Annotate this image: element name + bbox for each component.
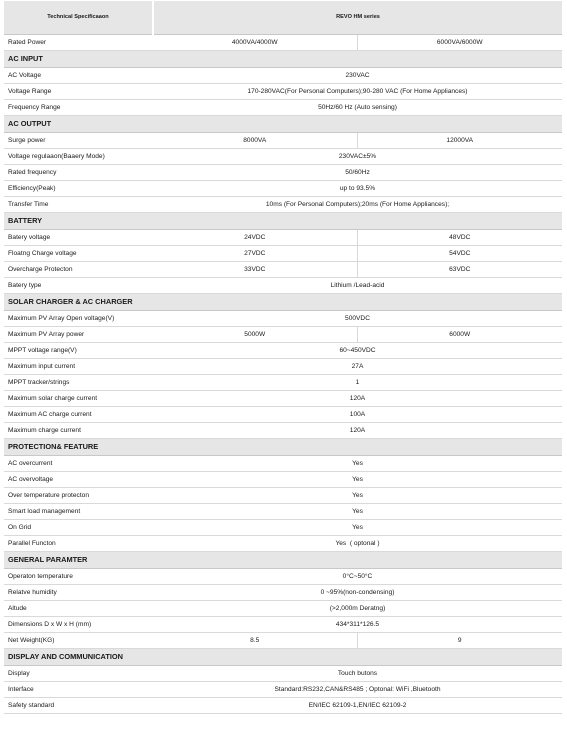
row-label: Operaton temperature [4, 569, 153, 585]
row-label: Maximum PV Array Open voltage(V) [4, 311, 153, 327]
row-value: 0°C~50°C [153, 569, 562, 585]
row-value: 1 [153, 375, 562, 391]
row-value: up to 93.5% [153, 181, 562, 197]
table-row [4, 181, 562, 197]
row-value-right: 9 [357, 633, 562, 649]
table-row [4, 359, 562, 375]
row-label: Maximum solar charge current [4, 391, 153, 407]
row-value: 120A [153, 391, 562, 407]
row-label: Transfer Time [4, 197, 153, 213]
row-value: 434*311*126.5 [153, 617, 562, 633]
table-row [4, 585, 562, 601]
table-header [4, 1, 562, 35]
row-label: Relatve humidity [4, 585, 153, 601]
table-row [4, 375, 562, 391]
section-title: DISPLAY AND COMMUNICATION [4, 649, 562, 666]
row-value-right: 6000VA/6000W [357, 35, 562, 51]
row-label: Altude [4, 601, 153, 617]
row-label: Overcharge Protecton [4, 262, 153, 278]
table-row [4, 149, 562, 165]
table-row [4, 327, 562, 343]
table-row [4, 423, 562, 439]
table-row [4, 100, 562, 116]
row-label: Voltage regulaaon(Baaery Mode) [4, 149, 153, 165]
row-value-left: 5000W [153, 327, 357, 343]
row-value: Yes [153, 520, 562, 536]
row-value-right: 63VDC [357, 262, 562, 278]
table-row [4, 278, 562, 294]
table-row [4, 68, 562, 84]
spec-header-label: Technical Specificaaon [4, 1, 153, 35]
row-value: 10ms (For Personal Computers);20ms (For Home Appliances); [153, 197, 562, 213]
row-value: 230VAC [153, 68, 562, 84]
row-label: AC overvoltage [4, 472, 153, 488]
row-value: EN/IEC 62109-1,EN/IEC 62109-2 [153, 698, 562, 714]
row-label: Net Weight(KG) [4, 633, 153, 649]
row-label: Floatng Charge voltage [4, 246, 153, 262]
row-label: Batery voltage [4, 230, 153, 246]
row-label: Rated frequency [4, 165, 153, 181]
spec-table [4, 1, 562, 714]
row-label: Over temperature protecton [4, 488, 153, 504]
table-row [4, 536, 562, 552]
table-row [4, 472, 562, 488]
row-value: Yes [153, 504, 562, 520]
row-label: Batery type [4, 278, 153, 294]
row-value: 170-280VAC(For Personal Computers);90-280 VAC (For Home Appliances) [153, 84, 562, 100]
table-row [4, 35, 562, 51]
row-label: AC Voltage [4, 68, 153, 84]
table-row [4, 230, 562, 246]
row-value: 0 ~95%(non-condensing) [153, 585, 562, 601]
table-row [4, 133, 562, 149]
table-row [4, 520, 562, 536]
row-value: (>2,000m Deratng) [153, 601, 562, 617]
row-value-left: 33VDC [153, 262, 357, 278]
row-label: Interface [4, 682, 153, 698]
row-value: Touch butons [153, 666, 562, 682]
section-title: PROTECTION& FEATURE [4, 439, 562, 456]
row-label: Safety standard [4, 698, 153, 714]
row-label: Maximum AC charge current [4, 407, 153, 423]
row-label: AC overcurrent [4, 456, 153, 472]
row-label: Frequency Range [4, 100, 153, 116]
section-title: GENERAL PARAMTER [4, 552, 562, 569]
row-value-left: 8000VA [153, 133, 357, 149]
row-value-right: 6000W [357, 327, 562, 343]
row-label: MPPT voltage range(V) [4, 343, 153, 359]
row-value: Yes [153, 472, 562, 488]
table-row [4, 682, 562, 698]
section-header [4, 439, 562, 456]
row-label: MPPT tracker/strings [4, 375, 153, 391]
section-header [4, 649, 562, 666]
row-value-right: 12000VA [357, 133, 562, 149]
table-row [4, 504, 562, 520]
row-label: Efficiency(Peak) [4, 181, 153, 197]
table-row [4, 569, 562, 585]
table-row [4, 633, 562, 649]
row-label: Rated Power [4, 35, 153, 51]
row-label: Dimensions D x W x H (mm) [4, 617, 153, 633]
table-row [4, 456, 562, 472]
table-row [4, 262, 562, 278]
row-label: Surge power [4, 133, 153, 149]
section-header [4, 51, 562, 68]
row-label: On Grid [4, 520, 153, 536]
row-value-left: 4000VA/4000W [153, 35, 357, 51]
table-row [4, 617, 562, 633]
row-label: Smart load management [4, 504, 153, 520]
row-value: 50/60Hz [153, 165, 562, 181]
table-row [4, 311, 562, 327]
row-value-right: 54VDC [357, 246, 562, 262]
row-value: 120A [153, 423, 562, 439]
row-value: 27A [153, 359, 562, 375]
table-row [4, 84, 562, 100]
row-label: Maximum input current [4, 359, 153, 375]
row-value: Lithium /Lead-acid [153, 278, 562, 294]
table-row [4, 246, 562, 262]
table-row [4, 488, 562, 504]
spec-sheet [4, 1, 567, 714]
row-label: Parallel Functon [4, 536, 153, 552]
section-title: SOLAR CHARGER & AC CHARGER [4, 294, 562, 311]
row-value-right: 48VDC [357, 230, 562, 246]
row-label: Maximum PV Array power [4, 327, 153, 343]
row-value: 230VAC±5% [153, 149, 562, 165]
row-value: Standard:RS232,CAN&RS485 ; Optonal: WiFi ,Bluetooth [153, 682, 562, 698]
row-value: 50Hz/60 Hz (Auto sensing) [153, 100, 562, 116]
row-value-left: 24VDC [153, 230, 357, 246]
table-row [4, 165, 562, 181]
row-value: Yes [153, 488, 562, 504]
row-value: 60~450VDC [153, 343, 562, 359]
model-header-label: REVO HM series [153, 1, 562, 35]
row-value-left: 8.5 [153, 633, 357, 649]
table-row [4, 698, 562, 714]
row-label: Voltage Range [4, 84, 153, 100]
table-row [4, 666, 562, 682]
section-header [4, 552, 562, 569]
section-header [4, 116, 562, 133]
section-header [4, 213, 562, 230]
row-label: Display [4, 666, 153, 682]
row-value: Yes ( optonal ) [153, 536, 562, 552]
table-row [4, 391, 562, 407]
section-title: AC OUTPUT [4, 116, 562, 133]
row-value-left: 27VDC [153, 246, 357, 262]
row-label: Maximum charge current [4, 423, 153, 439]
section-title: AC INPUT [4, 51, 562, 68]
row-value: 100A [153, 407, 562, 423]
section-title: BATTERY [4, 213, 562, 230]
row-value: Yes [153, 456, 562, 472]
table-row [4, 197, 562, 213]
table-row [4, 407, 562, 423]
table-row [4, 343, 562, 359]
table-row [4, 601, 562, 617]
row-value: 500VDC [153, 311, 562, 327]
section-header [4, 294, 562, 311]
